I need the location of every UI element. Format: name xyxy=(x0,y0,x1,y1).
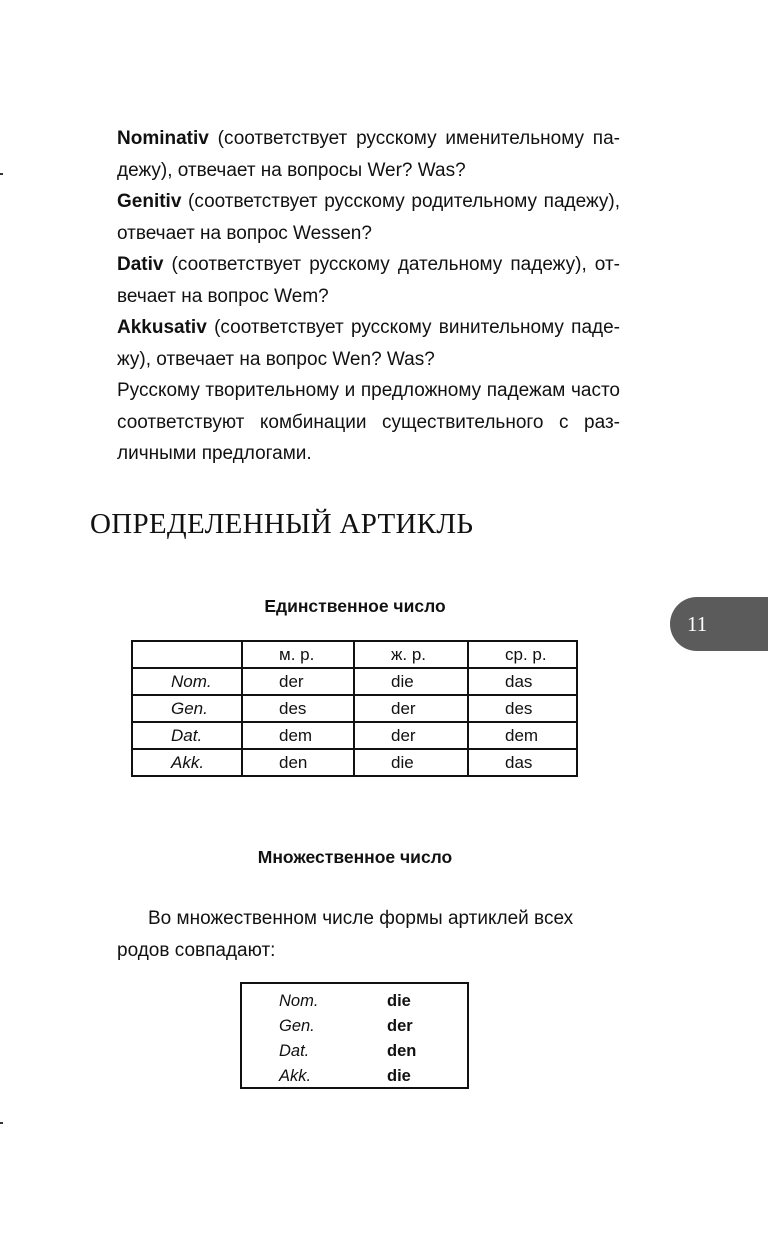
case-cell: Nom. xyxy=(279,992,319,1010)
plural-table xyxy=(240,982,469,1089)
table-header-row xyxy=(132,641,577,668)
table-row xyxy=(242,1014,467,1039)
header-cell: ср. р. xyxy=(468,641,577,668)
text-akkusativ: (соответствует русскому винительному падежу), отвечает на вопрос Wen? Was? xyxy=(117,317,620,370)
article-cell: dem xyxy=(242,722,354,749)
article-cell: der xyxy=(354,695,468,722)
case-cell: Nom. xyxy=(132,668,242,695)
article-cell: der xyxy=(242,668,354,695)
paragraph-akkusativ xyxy=(117,312,620,375)
plural-paragraph xyxy=(117,903,592,966)
header-cell: м. р. xyxy=(242,641,354,668)
article-cell: des xyxy=(468,695,577,722)
singular-table xyxy=(131,640,578,777)
table-row xyxy=(242,1039,467,1064)
article-cell: der xyxy=(354,722,468,749)
section-heading: ОПРЕДЕЛЕННЫЙ АРТИКЛЬ xyxy=(90,508,474,540)
text-dativ: (соответствует русскому дательному падежу), отвечает на вопрос Wem? xyxy=(117,254,620,307)
page-number: 11 xyxy=(687,612,708,636)
term-nominativ: Nominativ xyxy=(117,128,209,149)
table-row xyxy=(132,695,577,722)
article-cell: die xyxy=(354,668,468,695)
intro-text xyxy=(117,123,620,470)
table-row xyxy=(132,722,577,749)
plural-title: Множественное число xyxy=(257,847,453,867)
term-genitiv: Genitiv xyxy=(117,191,182,212)
plural-line-2: родов совпадают: xyxy=(117,939,276,961)
case-cell: Dat. xyxy=(279,1042,310,1060)
article-cell: das xyxy=(468,668,577,695)
table-row xyxy=(242,1064,467,1089)
table-row xyxy=(242,989,467,1014)
edge-mark-bottom xyxy=(0,1122,3,1124)
article-cell: der xyxy=(387,1017,413,1035)
header-cell xyxy=(132,641,242,668)
article-cell: dem xyxy=(468,722,577,749)
plural-line-1: Во множественном числе формы артиклей всех xyxy=(148,908,574,929)
article-cell: die xyxy=(387,1067,411,1085)
article-cell: des xyxy=(242,695,354,722)
paragraph-prepositions: Русскому творительному и предложному падежам часто соответствуют комбинации существительного с различными предлогами. xyxy=(117,380,620,464)
article-cell: die xyxy=(387,992,411,1010)
text-nominativ: (соответствует русскому именительному падежу), отвечает на вопросы Wer? Was? xyxy=(117,128,620,181)
text-genitiv: (соответствует русскому родительному падежу), отвечает на вопрос Wessen? xyxy=(117,191,620,244)
singular-title: Единственное число xyxy=(264,596,446,616)
case-cell: Akk. xyxy=(279,1067,312,1085)
article-cell: das xyxy=(468,749,577,776)
term-dativ: Dativ xyxy=(117,254,164,275)
case-cell: Gen. xyxy=(279,1017,315,1035)
article-cell: den xyxy=(242,749,354,776)
table-row xyxy=(132,668,577,695)
case-cell: Dat. xyxy=(132,722,242,749)
table-row xyxy=(132,749,577,776)
paragraph-nominativ xyxy=(117,123,620,186)
article-cell: die xyxy=(354,749,468,776)
header-cell: ж. р. xyxy=(354,641,468,668)
case-cell: Akk. xyxy=(132,749,242,776)
paragraph-dativ xyxy=(117,249,620,312)
edge-mark-top xyxy=(0,173,3,175)
case-cell: Gen. xyxy=(132,695,242,722)
article-cell: den xyxy=(387,1042,417,1060)
paragraph-genitiv xyxy=(117,186,620,249)
term-akkusativ: Akkusativ xyxy=(117,317,207,338)
